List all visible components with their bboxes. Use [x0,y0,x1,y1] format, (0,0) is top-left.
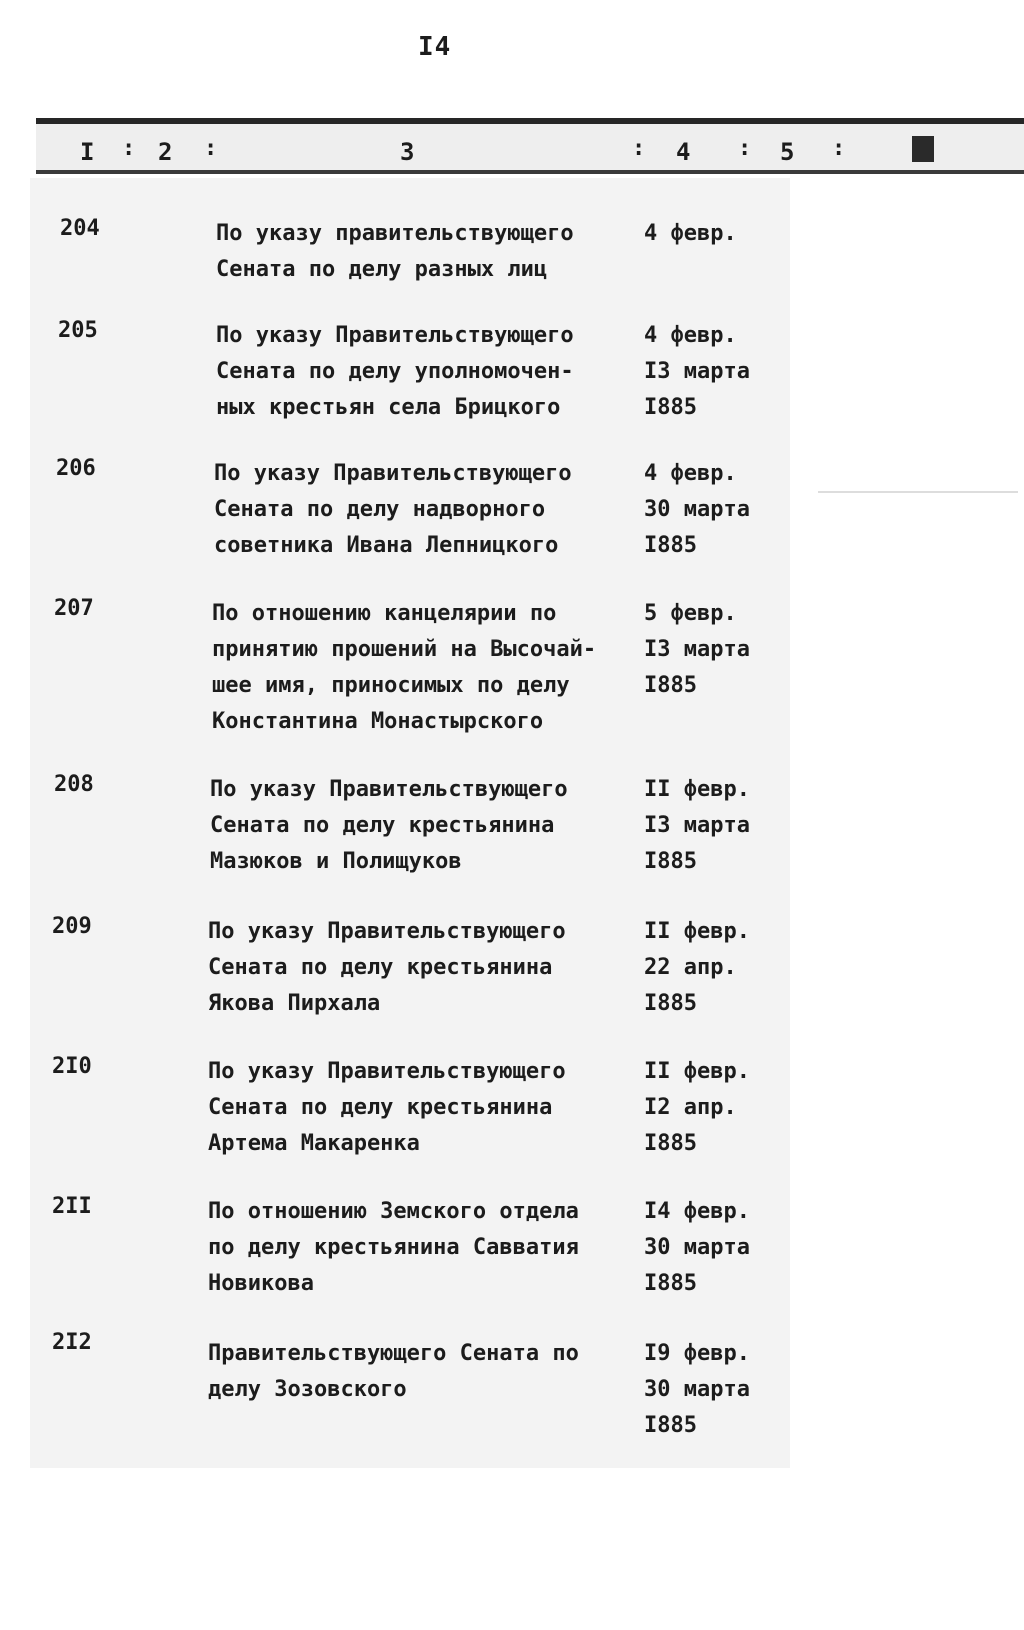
entry-description [208,1194,628,1302]
description-line: шее имя, приносимых по делу [212,673,570,698]
page-number: I4 [418,32,452,62]
date-line: I3 марта [644,359,750,384]
entry-dates [644,1336,784,1444]
description-line: По указу Правительствующего [216,323,574,348]
date-line: I885 [644,1271,697,1296]
description-line: По указу Правительствующего [210,777,568,802]
entry-dates [644,318,784,426]
column-header-1: I [80,138,95,166]
entry-description [208,1336,628,1408]
description-line: Артема Макаренка [208,1131,420,1156]
description-line: По указу правительствующего [216,221,574,246]
entry-number: 206 [56,456,96,481]
column-header-3: 3 [400,138,415,166]
date-line: I3 марта [644,637,750,662]
date-line: 30 марта [644,497,750,522]
column-separator: : [738,136,752,161]
date-line: II февр. [644,919,750,944]
entry-dates [644,1194,784,1302]
column-separator: : [832,136,846,161]
description-line: Сената по делу надворного [214,497,546,522]
margin-rule [818,491,1018,493]
column-header-5: 5 [780,138,795,166]
date-line: 5 февр. [644,601,737,626]
entry-description [216,216,636,288]
entry-dates [644,216,784,252]
date-line: I9 февр. [644,1341,750,1366]
column-header-6-blot [912,136,934,162]
entry-dates [644,596,784,704]
entry-dates [644,1054,784,1162]
date-line: I885 [644,395,697,420]
entry-number: 2II [52,1194,92,1219]
description-line: делу Зозовского [208,1377,407,1402]
description-line: По указу Правительствующего [214,461,572,486]
entry-dates [644,914,784,1022]
column-header-row [36,118,1024,174]
entry-description [210,772,630,880]
entry-description [214,456,634,564]
date-line: I4 февр. [644,1199,750,1224]
date-line: II февр. [644,777,750,802]
description-line: Сената по делу уполномочен- [216,359,574,384]
date-line: II февр. [644,1059,750,1084]
column-header-2: 2 [158,138,173,166]
description-line: Мазюков и Полищуков [210,849,462,874]
date-line: I885 [644,1413,697,1438]
description-line: Новикова [208,1271,314,1296]
entry-number: 204 [60,216,100,241]
column-header-4: 4 [676,138,691,166]
description-line: принятию прошений на Высочай- [212,637,597,662]
entry-number: 205 [58,318,98,343]
date-line: 22 апр. [644,955,737,980]
entry-dates [644,772,784,880]
description-line: По указу Правительствующего [208,919,566,944]
description-line: Константина Монастырского [212,709,544,734]
description-line: советника Ивана Лепницкого [214,533,559,558]
date-line: I885 [644,991,697,1016]
entry-description [212,596,632,740]
entry-dates [644,456,784,564]
description-line: Сената по делу крестьянина [208,1095,553,1120]
entry-number: 2I2 [52,1330,92,1355]
column-separator: : [632,136,646,161]
date-line: 30 марта [644,1377,750,1402]
date-line: I885 [644,533,697,558]
date-line: I885 [644,673,697,698]
description-line: Якова Пирхала [208,991,381,1016]
description-line: По указу Правительствующего [208,1059,566,1084]
column-separator: : [204,136,218,161]
description-line: Правительствующего Сената по [208,1341,579,1366]
entry-number: 208 [54,772,94,797]
date-line: 4 февр. [644,221,737,246]
date-line: I2 апр. [644,1095,737,1120]
description-line: Сената по делу разных лиц [216,257,548,282]
description-line: Сената по делу крестьянина [210,813,555,838]
entry-description [216,318,636,426]
description-line: По отношению канцелярии по [212,601,557,626]
description-line: Сената по делу крестьянина [208,955,553,980]
date-line: I885 [644,1131,697,1156]
description-line: По отношению Земского отдела [208,1199,579,1224]
entry-description [208,914,628,1022]
entry-number: 2I0 [52,1054,92,1079]
date-line: 4 февр. [644,323,737,348]
column-separator: : [122,136,136,161]
date-line: I885 [644,849,697,874]
date-line: 4 февр. [644,461,737,486]
date-line: I3 марта [644,813,750,838]
description-line: по делу крестьянина Савватия [208,1235,579,1260]
date-line: 30 марта [644,1235,750,1260]
description-line: ных крестьян села Брицкого [216,395,561,420]
entry-description [208,1054,628,1162]
entry-number: 207 [54,596,94,621]
entry-number: 209 [52,914,92,939]
